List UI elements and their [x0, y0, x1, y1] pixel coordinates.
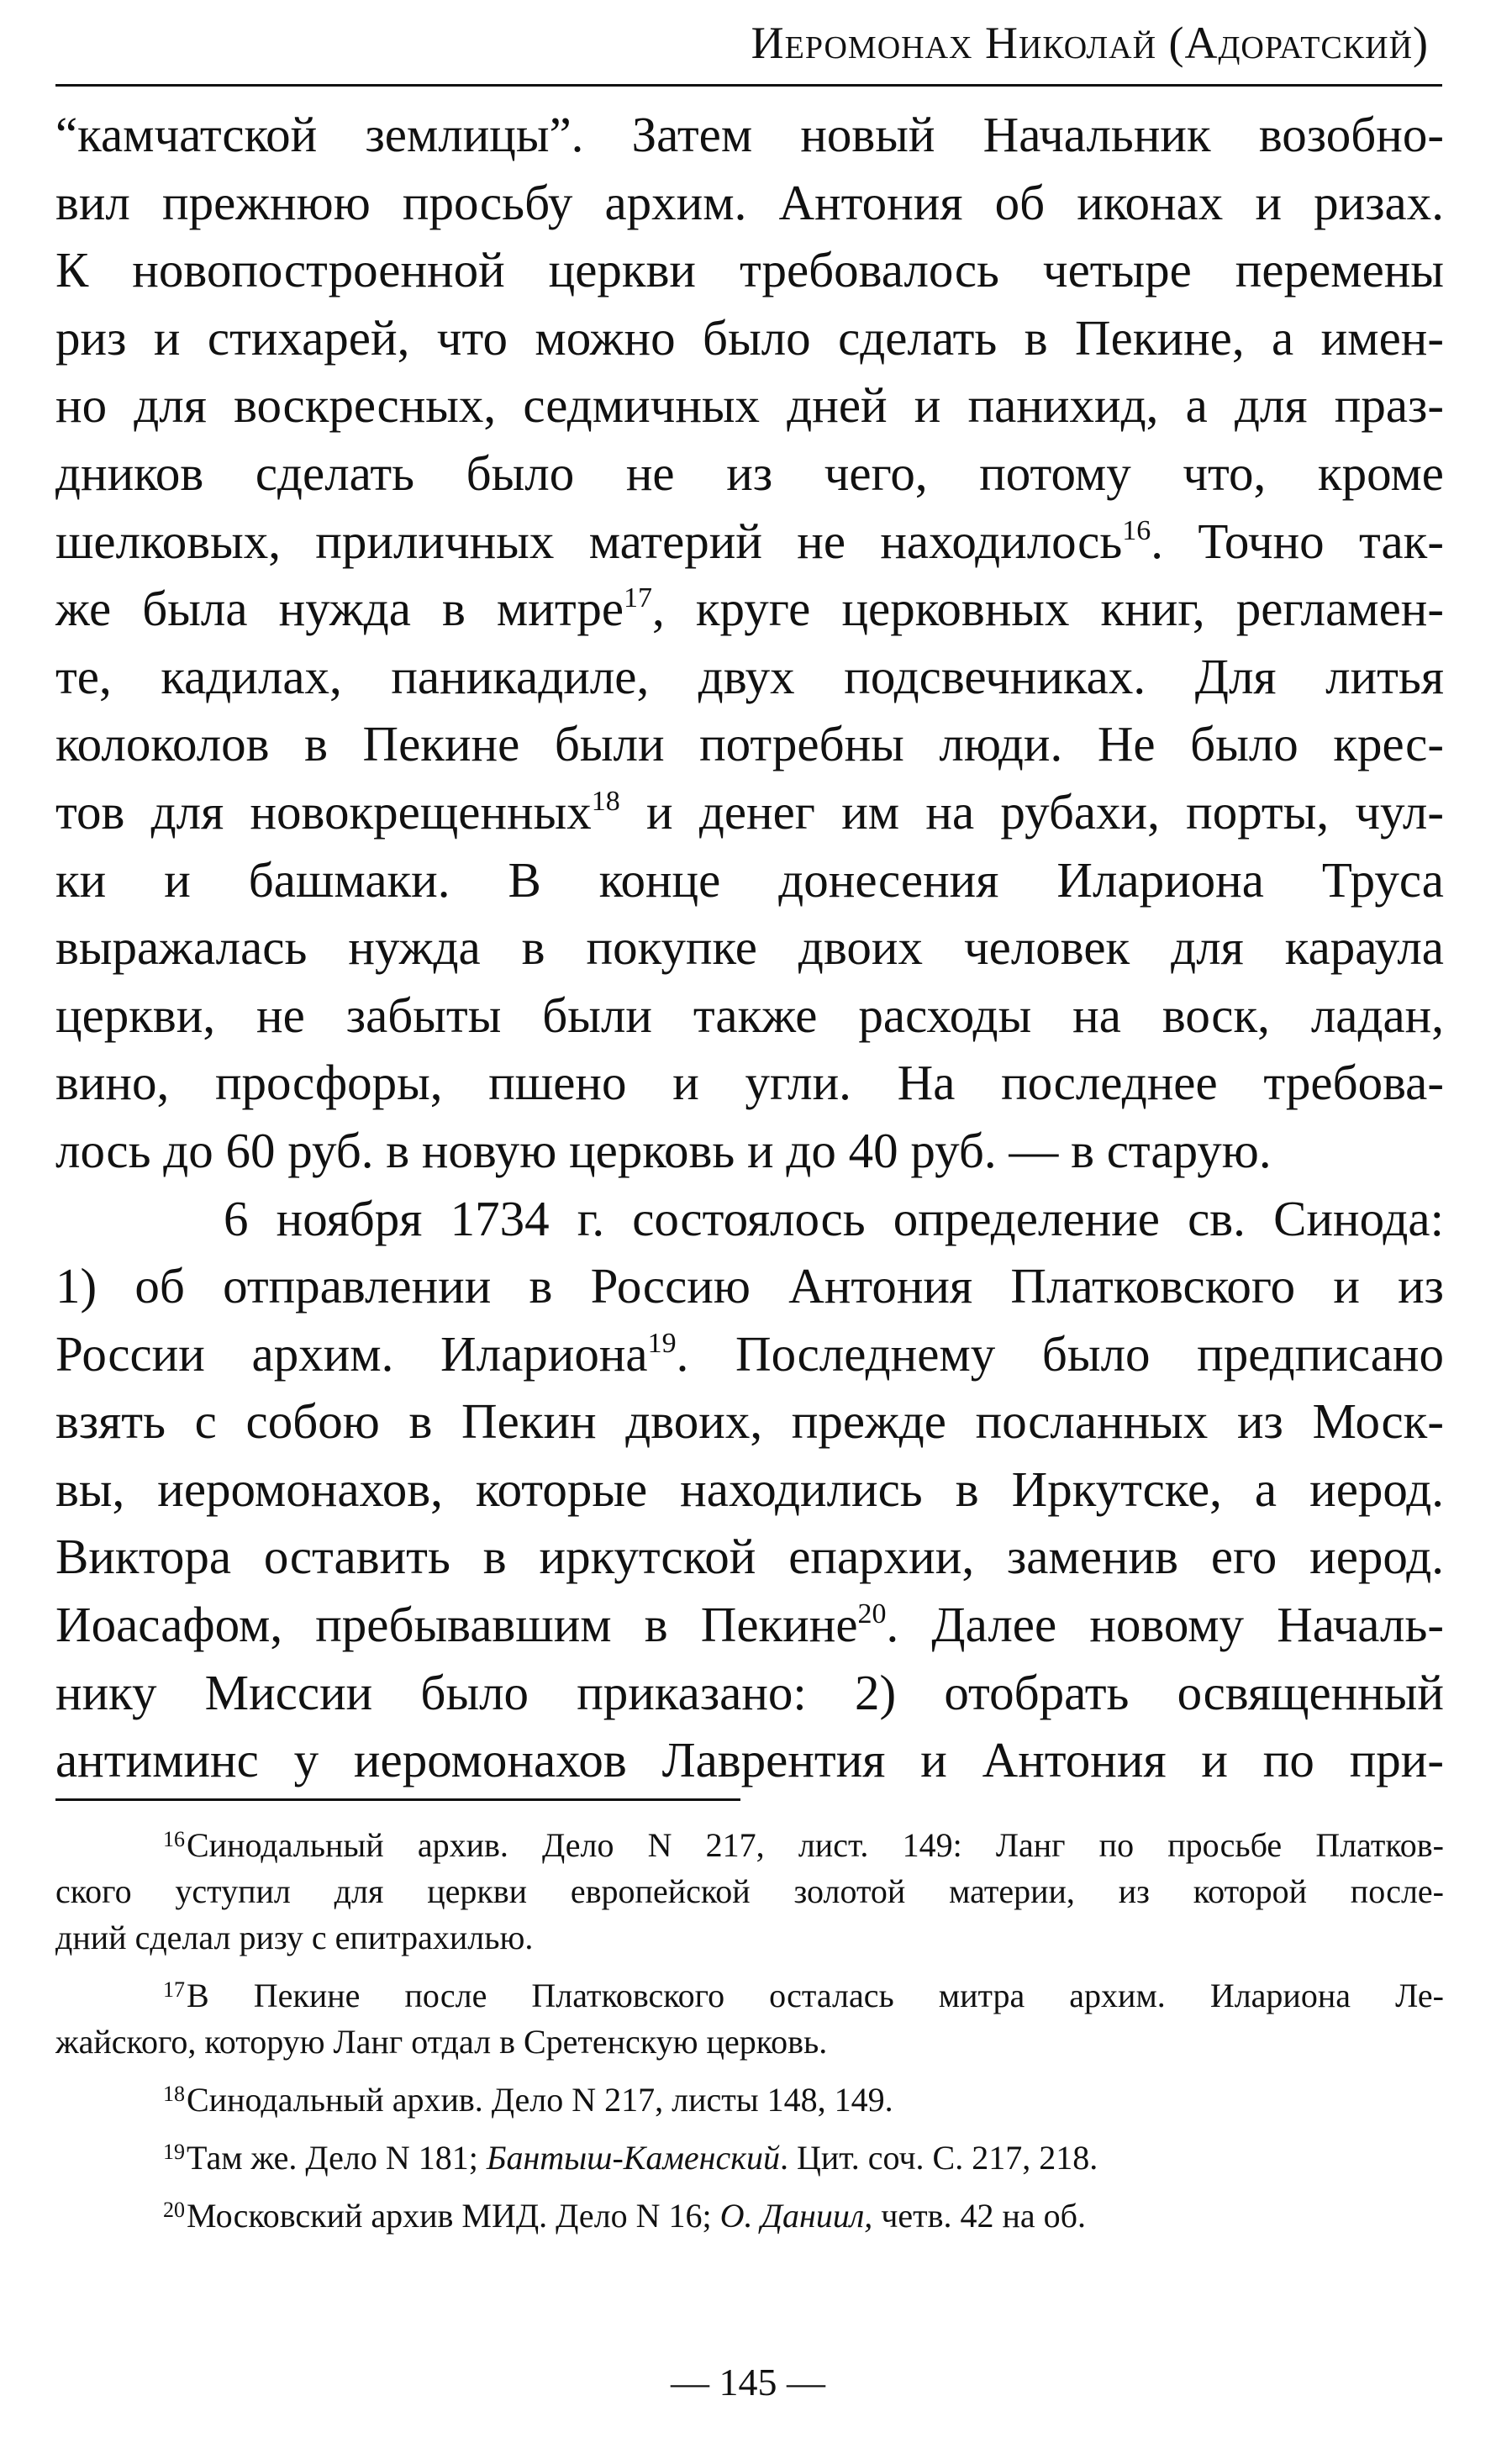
footnote-line [55, 2077, 1444, 2123]
text-line: вы, иеромонахов, которые находились в Иркутске, а иерод. [55, 1461, 1444, 1517]
text-line: лось до 60 руб. в новую церковь и до 40 руб. — в старую. [55, 1122, 1272, 1178]
footnote-text: Синодальный архив. Дело N 217, лист. 149: Ланг по просьбе Платков- [187, 1826, 1444, 1864]
footnote-text: . Цит. соч. С. 217, 218. [779, 2139, 1098, 2177]
footnote-line: ского уступил для церкви европейской золотой материи, из которой после- [55, 1872, 1444, 1910]
text-line: взять с собою в Пекин двоих, прежде посланных из Моск- [55, 1393, 1444, 1450]
text-line: Виктора оставить в иркутской епархии, заменив его иерод. [55, 1529, 1444, 1585]
text-line: вил прежнюю просьбу архим. Антония об иконах и ризах. [55, 174, 1444, 230]
footnote-number: 16 [163, 1827, 185, 1851]
text-segment: тов для новокрещенных [55, 783, 592, 840]
footnote-text: Московский архив МИД. Дело N 16; [187, 2197, 720, 2235]
text-segment: , круге церковных книг, регламен- [652, 581, 1444, 637]
footnote-line [55, 1972, 1444, 2019]
text-line: 6 ноября 1734 г. состоялось определение св. Синода: [224, 1190, 1444, 1246]
footnote-number: 18 [163, 2082, 185, 2106]
main-text [55, 101, 1444, 1794]
text-segment: же была нужда в митре [55, 581, 624, 637]
footnote-text: Там же. Дело N 181; [187, 2139, 487, 2177]
text-line [55, 1320, 1444, 1388]
header-rule [55, 84, 1442, 87]
footnote-17 [55, 1972, 1444, 2065]
text-line [55, 508, 1444, 576]
page-number: — 145 — [671, 2361, 825, 2403]
footnote-ref-19[interactable]: 19 [647, 1327, 677, 1359]
footnote-author: Бантыш-Каменский [486, 2139, 780, 2177]
footnote-line: жайского, которую Ланг отдал в Сретенскую церковь. [55, 2023, 828, 2061]
footnote-number: 17 [163, 1977, 185, 2002]
text-segment: . Последнему было предписано [676, 1325, 1444, 1382]
footnote-number: 20 [163, 2198, 185, 2222]
text-line: церкви, не забыты были также расходы на воск, ладан, [55, 987, 1444, 1043]
text-line: нику Миссии было приказано: 2) отобрать освященный [55, 1664, 1444, 1720]
text-segment: и денег им на рубахи, порты, чул- [619, 783, 1445, 840]
footnote-line [55, 2135, 1444, 2181]
footnote-20 [55, 2193, 1444, 2239]
text-line: ки и башмаки. В конце донесения Илариона Труса [55, 851, 1444, 908]
text-line: колоколов в Пекине были потребны люди. Не было крес- [55, 716, 1444, 772]
text-line [55, 778, 1444, 846]
footnote-text: четв. 42 на об. [872, 2197, 1087, 2235]
text-segment: . Далее новому Началь- [886, 1597, 1444, 1653]
text-segment: . Точно так- [1151, 513, 1444, 569]
footnote-text: В Пекине после Платковского осталась митра архим. Илариона Ле- [187, 1977, 1444, 2014]
text-line [55, 575, 1444, 643]
text-line: риз и стихарей, что можно было сделать в Пекине, а имен- [55, 309, 1444, 366]
footnote-number: 19 [163, 2140, 185, 2164]
running-title: Иеромонах Николай (Адоратский) [751, 18, 1429, 68]
text-segment: шелковых, приличных материй не находилось [55, 513, 1123, 569]
footnote-ref-16[interactable]: 16 [1122, 514, 1151, 546]
footnote-line [55, 2193, 1444, 2239]
footnote-line: дний сделал ризу с епитрахилью. [55, 1919, 534, 1956]
text-segment: России архим. Илариона [55, 1325, 648, 1382]
footnote-text: Синодальный архив. Дело N 217, листы 148, 149. [187, 2081, 893, 2119]
text-line: дников сделать было не из чего, потому что, кроме [55, 445, 1444, 501]
text-line: антиминс у иеромонахов Лаврентия и Антония и по при- [55, 1732, 1444, 1788]
text-line: но для воскресных, седмичных дней и панихид, а для праз- [55, 377, 1444, 434]
footnote-line [55, 1822, 1444, 1868]
footnote-16 [55, 1822, 1444, 1961]
footnote-rule [55, 1798, 740, 1801]
footnote-19 [55, 2135, 1444, 2181]
text-line: К новопостроенной церкви требовалось четыре перемены [55, 242, 1444, 298]
text-line: те, кадилах, паникадиле, двух подсвечниках. Для литья [55, 648, 1444, 704]
footnote-18 [55, 2077, 1444, 2123]
text-line: “камчатской землицы”. Затем новый Начальник возобно- [55, 107, 1444, 162]
footnote-author: О. Даниил, [719, 2197, 873, 2235]
text-line: вино, просфоры, пшено и угли. На последнее требова- [55, 1055, 1444, 1111]
footnote-ref-17[interactable]: 17 [624, 582, 653, 614]
text-line: выражалась нужда в покупке двоих человек для караула [55, 919, 1444, 976]
footnote-ref-18[interactable]: 18 [591, 785, 620, 817]
text-segment: Иоасафом, пребывавшим в Пекине [55, 1597, 858, 1653]
text-line: 1) об отправлении в Россию Антония Платковского и из [55, 1258, 1444, 1314]
text-line [55, 1591, 1444, 1659]
footnote-ref-20[interactable]: 20 [857, 1598, 887, 1630]
footnotes [55, 1822, 1444, 2251]
